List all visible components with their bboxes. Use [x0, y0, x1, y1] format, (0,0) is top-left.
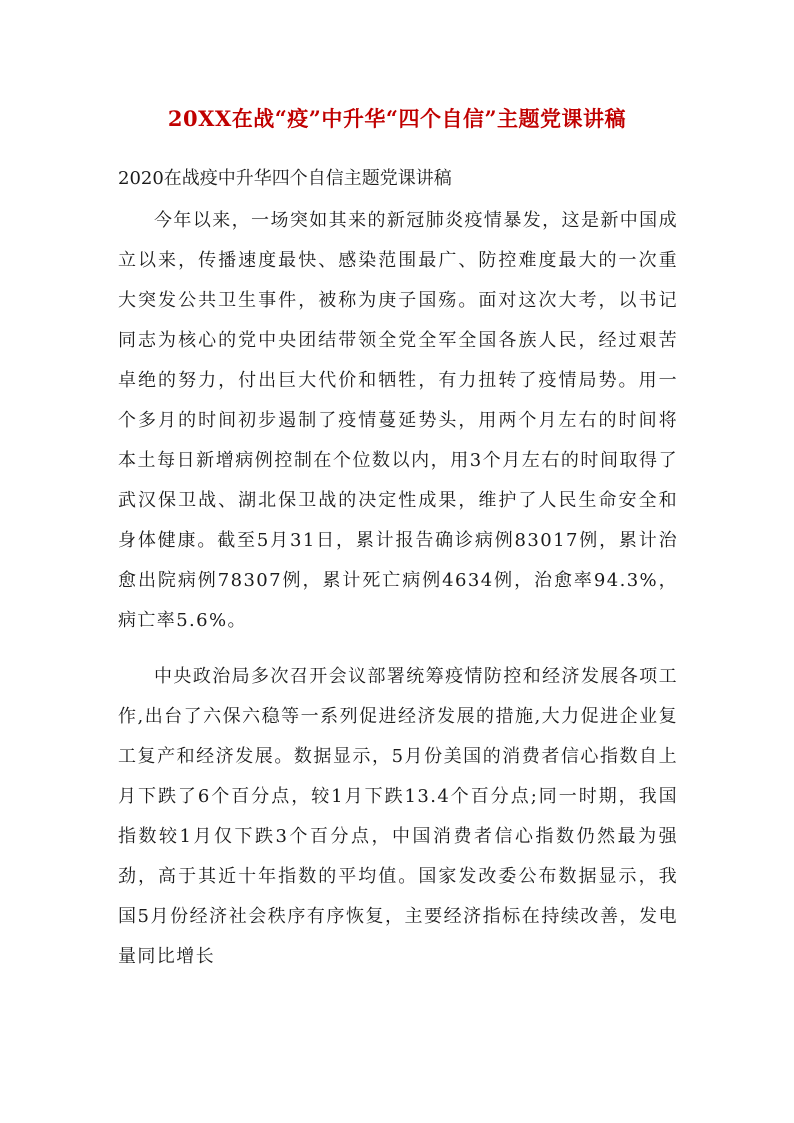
document-subtitle: 2020在战疫中升华四个自信主题党课讲稿 [118, 168, 452, 189]
document-body [118, 201, 678, 977]
body-paragraph: 中央政治局多次召开会议部署统筹疫情防控和经济发展各项工作,出台了六保六稳等一系列促进经济发展的措施,大力促进企业复工复产和经济发展。数据显示，5月份美国的消费者信心指数自上月下跌了6个百分点，较1月下跌13.4个百分点;同一时期，我国指数较1月仅下跌3个百分点，中国消费者信心指数仍然最为强劲，高于其近十年指数的平均值。国家发改委公布数据显示，我国5月份经济社会秩序有序恢复，主要经济指标在持续改善，发电量同比增长 [118, 666, 678, 967]
document-title: 20XX在战“疫”中升华“四个自信”主题党课讲稿 [167, 106, 627, 131]
body-paragraph: 今年以来，一场突如其来的新冠肺炎疫情暴发，这是新中国成立以来，传播速度最快、感染范围最广、防控难度最大的一次重大突发公共卫生事件，被称为庚子国殇。面对这次大考，以书记同志为核心的党中央团结带领全党全军全国各族人民，经过艰苦卓绝的努力，付出巨大代价和牺牲，有力扭转了疫情局势。用一个多月的时间初步遏制了疫情蔓延势头，用两个月左右的时间将本土每日新增病例控制在个位数以内，用3个月左右的时间取得了武汉保卫战、湖北保卫战的决定性成果，维护了人民生命安全和身体健康。截至5月31日，累计报告确诊病例83017例，累计治愈出院病例78307例，累计死亡病例4634例，治愈率94.3%，病亡率5.6%。 [118, 210, 678, 631]
